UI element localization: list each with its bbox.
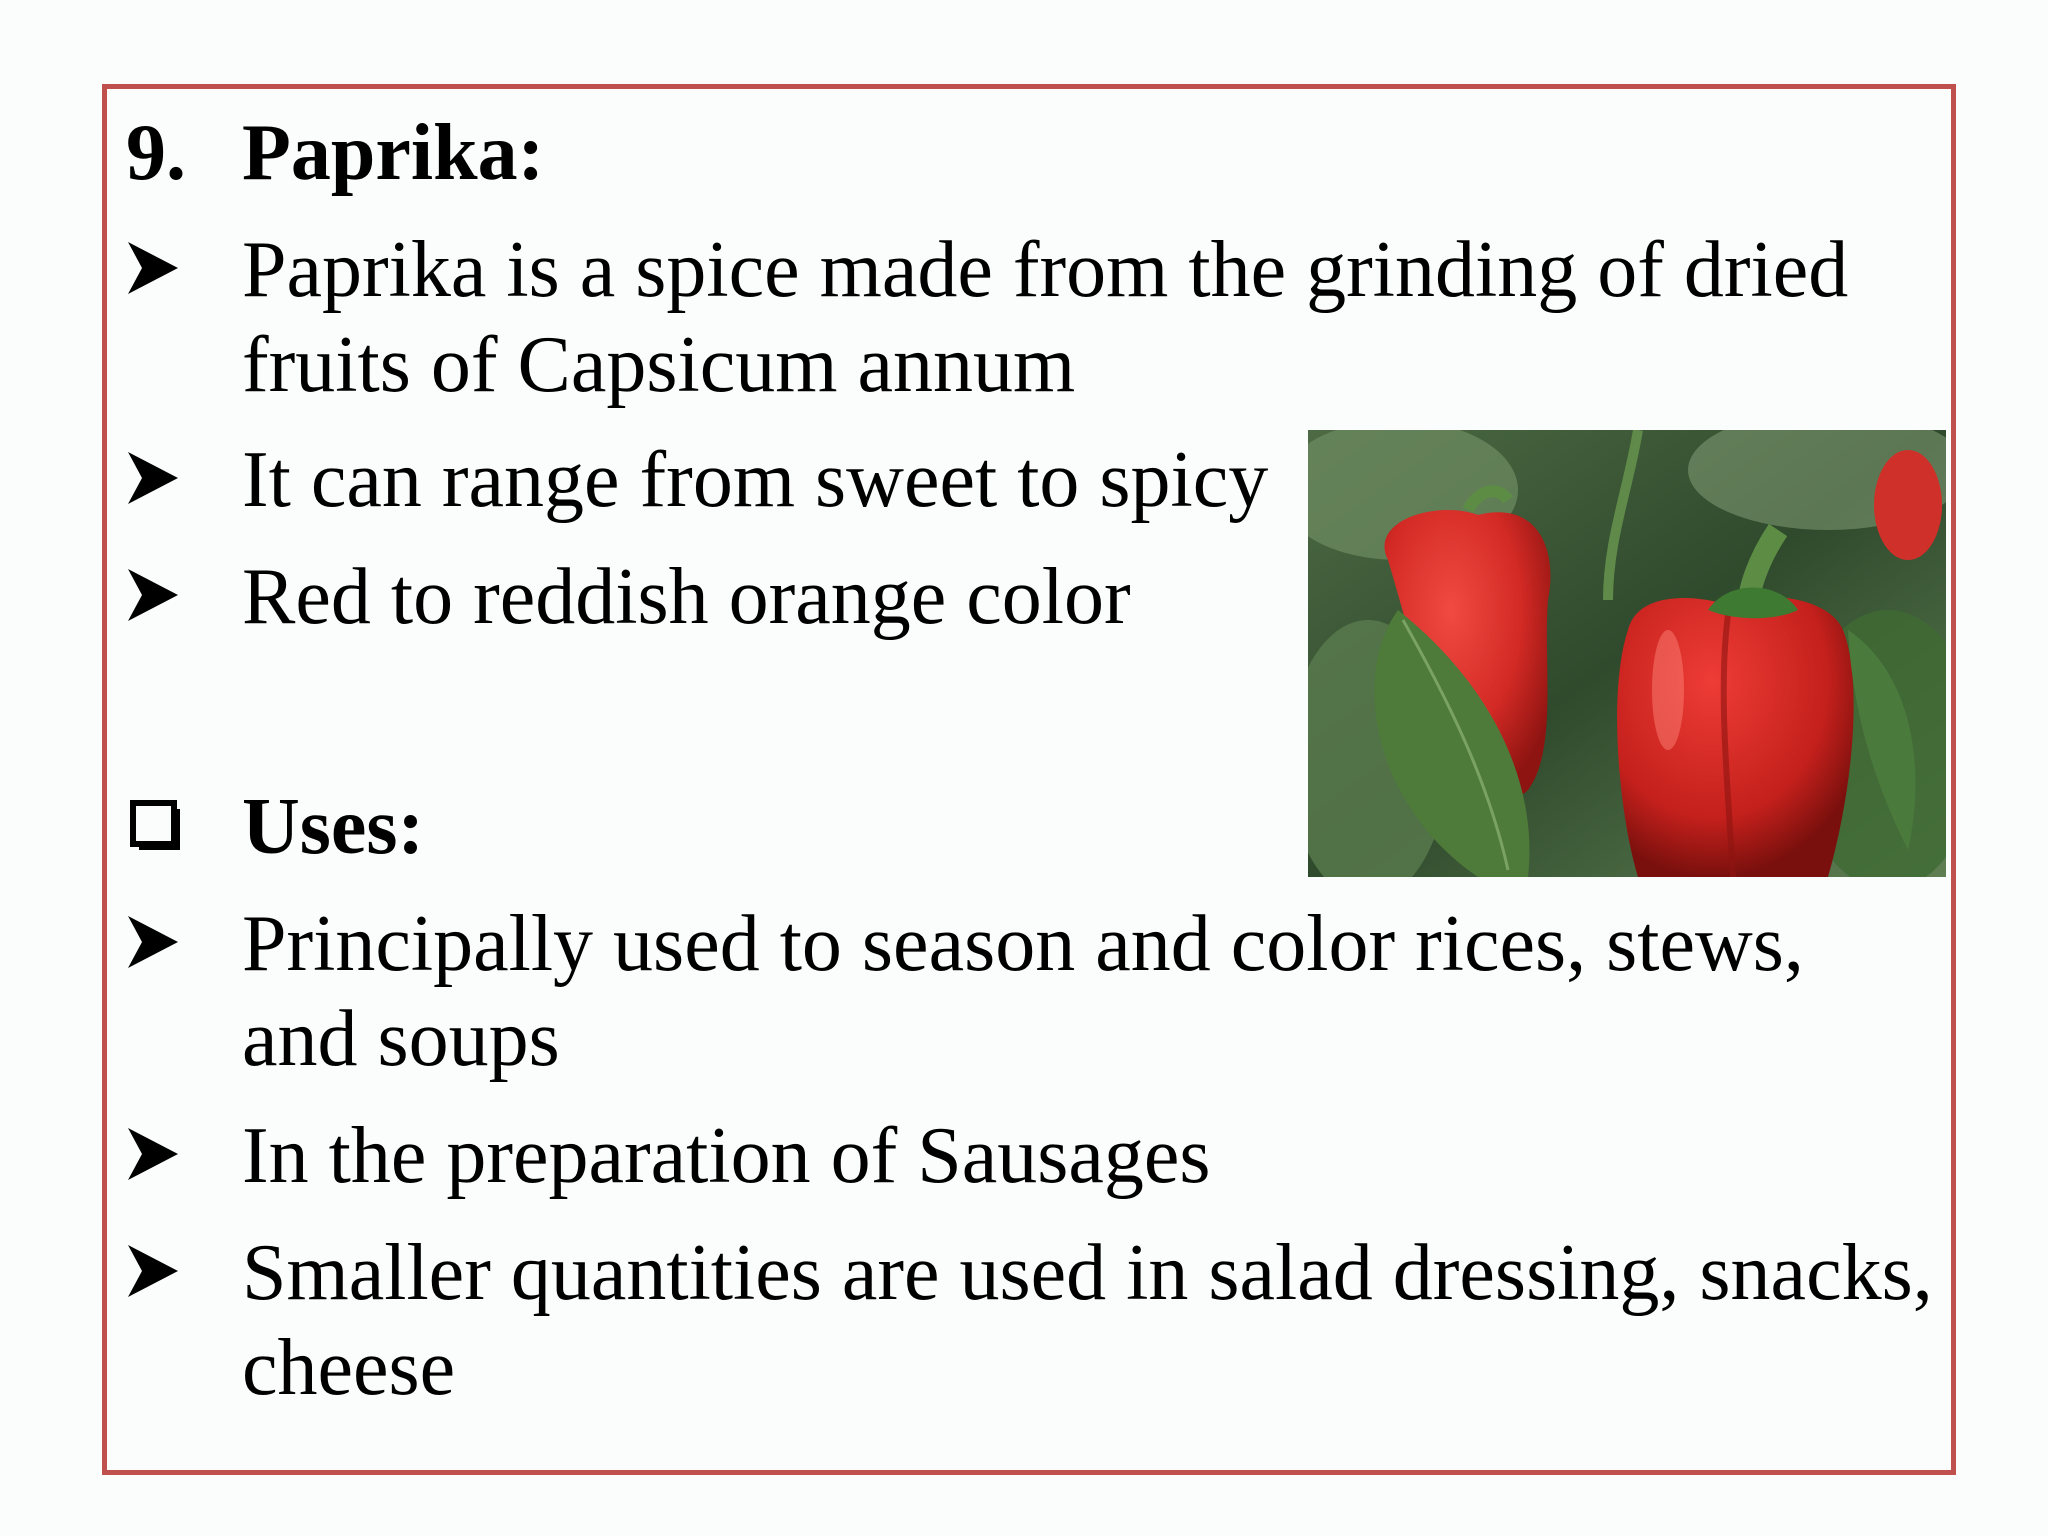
bullet-text: and soups bbox=[242, 995, 560, 1083]
arrow-bullet-icon bbox=[126, 565, 180, 625]
arrow-bullet-icon bbox=[126, 238, 180, 298]
arrow-bullet-icon bbox=[126, 1241, 180, 1301]
arrow-bullet-icon bbox=[126, 912, 180, 972]
bullet-text: fruits of Capsicum annum bbox=[242, 321, 1076, 409]
arrow-bullet-icon bbox=[126, 448, 180, 508]
title-text: Paprika: bbox=[242, 109, 545, 197]
checkbox-icon bbox=[130, 800, 182, 852]
red-pepper-photo bbox=[1308, 430, 1946, 877]
bullet-text: In the preparation of Sausages bbox=[242, 1112, 1211, 1200]
bullet-text: Red to reddish orange color bbox=[242, 553, 1131, 641]
bullet-text: It can range from sweet to spicy bbox=[242, 436, 1269, 524]
bullet-text: cheese bbox=[242, 1324, 456, 1412]
bullet-text: Smaller quantities are used in salad dressing, snacks, bbox=[242, 1229, 1933, 1317]
bullet-text: Paprika is a spice made from the grinding of dried bbox=[242, 226, 1849, 314]
title-number: 9. bbox=[126, 109, 186, 197]
arrow-bullet-icon bbox=[126, 1124, 180, 1184]
bullet-text: Principally used to season and color rices, stews, bbox=[242, 900, 1804, 988]
uses-heading: Uses: bbox=[242, 783, 425, 871]
